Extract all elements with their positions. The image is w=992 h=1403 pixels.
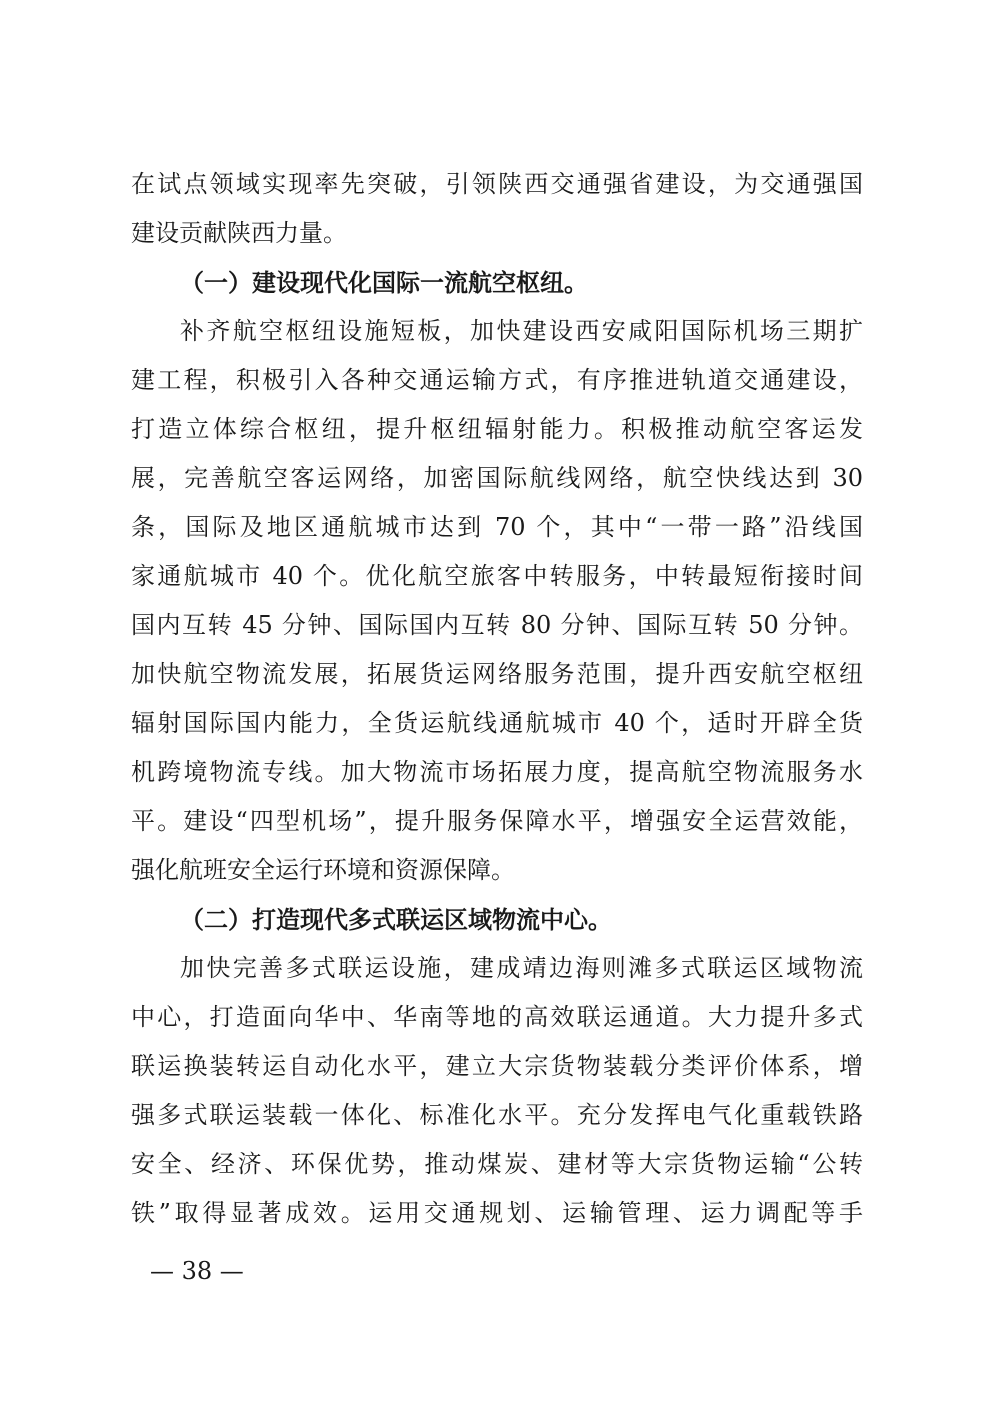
text-line-17: 加快完善多式联运设施，建成靖边海则滩多式联运区域物流 <box>180 954 863 982</box>
text-line-15: 强化航班安全运行环境和资源保障。 <box>131 856 515 884</box>
document-body <box>131 160 863 1238</box>
text-line-7: 展，完善航空客运网络，加密国际航线网络，航空快线达到 30 <box>131 464 863 492</box>
text-line-12: 辐射国际国内能力，全货运航线通航城市 40 个，适时开辟全货 <box>131 709 863 737</box>
text-line-10: 国内互转 45 分钟、国际国内互转 80 分钟、国际互转 50 分钟。 <box>131 611 863 639</box>
text-line-11: 加快航空物流发展，拓展货运网络服务范围，提升西安航空枢纽 <box>131 660 863 688</box>
text-line-22: 铁”取得显著成效。运用交通规划、运输管理、运力调配等手 <box>131 1199 863 1227</box>
text-line-4: 补齐航空枢纽设施短板，加快建设西安咸阳国际机场三期扩 <box>180 317 863 345</box>
text-line-5: 建工程，积极引入各种交通运输方式，有序推进轨道交通建设， <box>131 366 863 394</box>
text-line-13: 机跨境物流专线。加大物流市场拓展力度，提高航空物流服务水 <box>131 758 863 786</box>
text-line-18: 中心，打造面向华中、华南等地的高效联运通道。大力提升多式 <box>131 1003 863 1031</box>
text-line-9: 家通航城市 40 个。优化航空旅客中转服务，中转最短衔接时间 <box>131 562 863 590</box>
text-line-1: 在试点领域实现率先突破，引领陕西交通强省建设，为交通强国 <box>131 170 863 198</box>
text-line-14: 平。建设“四型机场”，提升服务保障水平，增强安全运营效能， <box>131 807 863 835</box>
text-line-6: 打造立体综合枢纽，提升枢纽辐射能力。积极推动航空客运发 <box>131 415 863 443</box>
section-heading-2: （二）打造现代多式联运区域物流中心。 <box>180 905 612 934</box>
text-line-2: 建设贡献陕西力量。 <box>131 219 347 247</box>
text-line-8: 条，国际及地区通航城市达到 70 个，其中“一带一路”沿线国 <box>131 513 863 541</box>
text-line-19: 联运换装转运自动化水平，建立大宗货物装载分类评价体系，增 <box>131 1052 863 1080</box>
section-heading-1: （一）建设现代化国际一流航空枢纽。 <box>180 268 588 297</box>
page-number: — 38 — <box>150 1257 244 1285</box>
text-line-21: 安全、经济、环保优势，推动煤炭、建材等大宗货物运输“公转 <box>131 1150 863 1178</box>
text-line-20: 强多式联运装载一体化、标准化水平。充分发挥电气化重载铁路 <box>131 1101 863 1129</box>
